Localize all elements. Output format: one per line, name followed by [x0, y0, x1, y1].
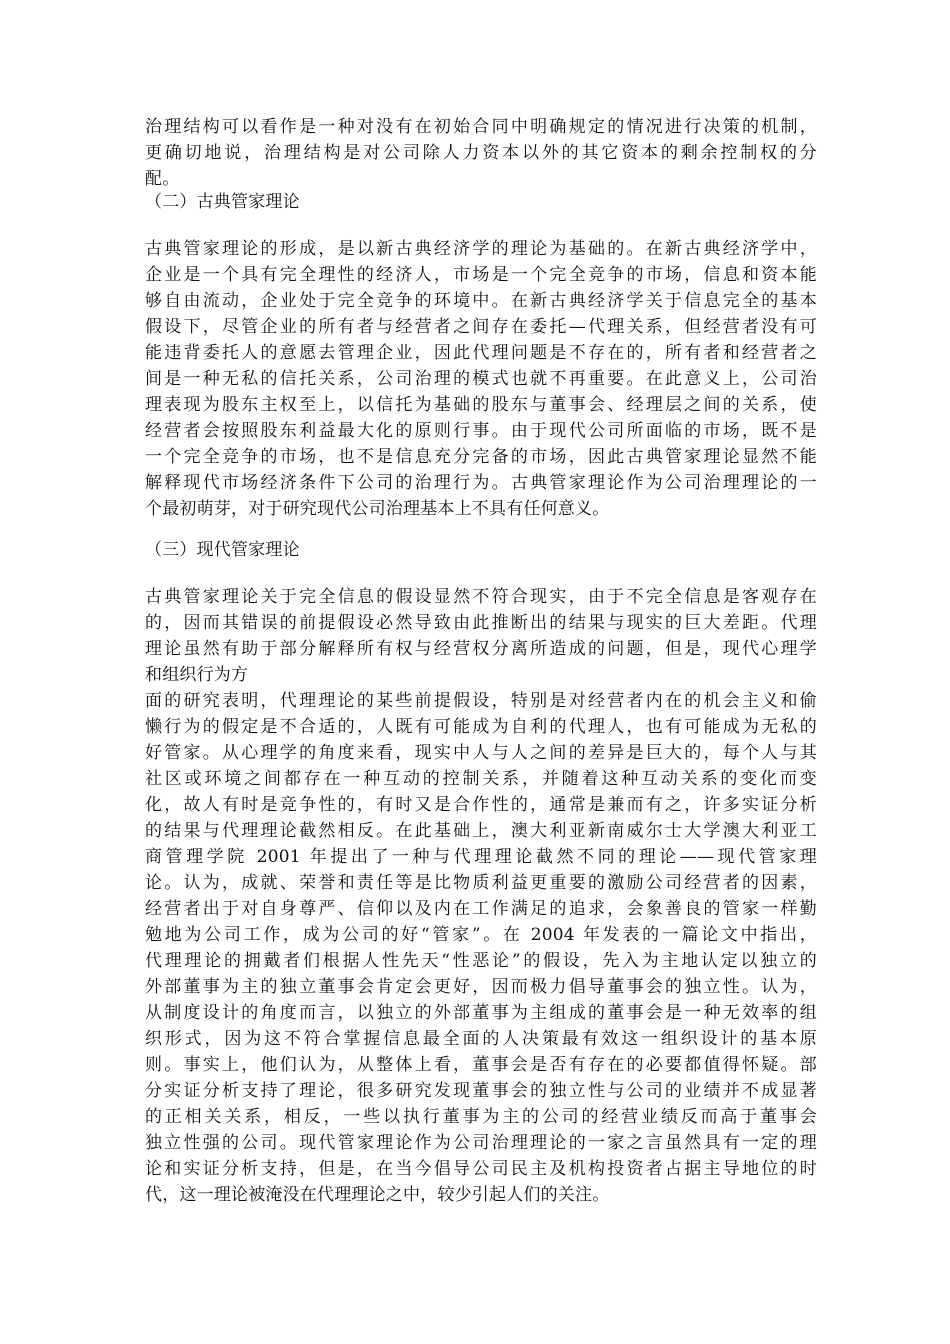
- paragraph-line: 更确切地说，治理结构是对公司除人力资本以外的其它资本的剩余控制权的分: [145, 143, 817, 163]
- section-heading: （二）古典管家理论: [145, 192, 300, 212]
- paragraph-line: 论。认为，成就、荣誉和责任等是比物质利益更重要的激励公司经营者的因素，: [145, 873, 817, 893]
- paragraph-line: 从制度设计的角度而言，以独立的外部董事为主组成的董事会是一种无效率的组: [145, 1003, 817, 1023]
- paragraph-line: 的结果与代理理论截然相反。在此基础上，澳大利亚新南威尔士大学澳大利亚工: [145, 821, 817, 841]
- section-heading-classical: [145, 189, 817, 215]
- paragraph-line: 个最初萌芽，对于研究现代公司治理基本上不具有任何意义。: [145, 499, 610, 519]
- paragraph-line: 一个完全竞争的市场，也不是信息充分完备的市场，因此古典管家理论显然不能: [145, 447, 817, 467]
- paragraph-line: 和组织行为方: [145, 665, 249, 685]
- paragraph-line: 则。事实上，他们认为，从整体上看，董事会是否有存在的必要都值得怀疑。部: [145, 1055, 817, 1075]
- paragraph-line: 经营者出于对自身尊严、信仰以及内在工作满足的追求，会象善良的管家一样勤: [145, 899, 817, 919]
- paragraph-line: 理表现为股东主权至上，以信托为基础的股东与董事会、经理层之间的关系，使: [145, 395, 817, 415]
- paragraph-line: 面的研究表明，代理理论的某些前提假设，特别是对经营者内在的机会主义和偷: [145, 691, 817, 711]
- paragraph-line: 理论虽然有助于部分解释所有权与经营权分离所造成的问题，但是，现代心理学: [145, 639, 817, 659]
- paragraph-line: 社区或环境之间都存在一种互动的控制关系，并随着这种互动关系的变化而变: [145, 769, 817, 789]
- section-heading: （三）现代管家理论: [145, 540, 300, 560]
- paragraph-intro: [145, 114, 817, 192]
- paragraph-line: 治理结构可以看作是一种对没有在初始合同中明确规定的情况进行决策的机制，: [145, 117, 817, 137]
- paragraph-line: 论和实证分析支持，但是，在当今倡导公司民主及机构投资者占据主导地位的时: [145, 1159, 817, 1179]
- paragraph-line: 的，因而其错误的前提假设必然导致由此推断出的结果与现实的巨大差距。代理: [145, 613, 817, 633]
- paragraph-modern-steward-theory-part-a: [145, 584, 817, 688]
- paragraph-line: 织形式，因为这不符合掌握信息最全面的人决策最有效这一组织设计的基本原: [145, 1029, 817, 1049]
- paragraph-line: 间是一种无私的信托关系，公司治理的模式也就不再重要。在此意义上，公司治: [145, 369, 817, 389]
- paragraph-line: 解释现代市场经济条件下公司的治理行为。古典管家理论作为公司治理理论的一: [145, 473, 817, 493]
- paragraph-modern-steward-theory-part-b: [145, 688, 817, 1208]
- paragraph-line: 古典管家理论的形成，是以新古典经济学的理论为基础的。在新古典经济学中，: [145, 239, 817, 259]
- paragraph-line: 够自由流动，企业处于完全竞争的环境中。在新古典经济学关于信息完全的基本: [145, 291, 817, 311]
- paragraph-line: 勉地为公司工作，成为公司的好“管家”。在 2004 年发表的一篇论文中指出，: [145, 925, 817, 945]
- paragraph-line: 好管家。从心理学的角度来看，现实中人与人之间的差异是巨大的，每个人与其: [145, 743, 817, 763]
- paragraph-classical-steward-theory: [145, 236, 817, 522]
- paragraph-line: 懒行为的假定是不合适的，人既有可能成为自利的代理人，也有可能成为无私的: [145, 717, 817, 737]
- paragraph-line: 外部董事为主的独立董事会肯定会更好，因而极力倡导董事会的独立性。认为，: [145, 977, 817, 997]
- paragraph-line: 的正相关关系，相反，一些以执行董事为主的公司的经营业绩反而高于董事会: [145, 1107, 817, 1127]
- paragraph-line: 企业是一个具有完全理性的经济人，市场是一个完全竞争的市场，信息和资本能: [145, 265, 817, 285]
- paragraph-line: 古典管家理论关于完全信息的假设显然不符合现实，由于不完全信息是客观存在: [145, 587, 817, 607]
- paragraph-line: 代，这一理论被淹没在代理理论之中，较少引起人们的关注。: [145, 1185, 610, 1205]
- section-heading-modern: [145, 537, 817, 563]
- paragraph-line: 配。: [145, 169, 180, 189]
- paragraph-line: 分实证分析支持了理论，很多研究发现董事会的独立性与公司的业绩并不成显著: [145, 1081, 817, 1101]
- paragraph-line: 经营者会按照股东利益最大化的原则行事。由于现代公司所面临的市场，既不是: [145, 421, 817, 441]
- paragraph-line: 能违背委托人的意愿去管理企业，因此代理问题是不存在的，所有者和经营者之: [145, 343, 817, 363]
- paragraph-line: 代理理论的拥戴者们根据人性先天“性恶论”的假设，先入为主地认定以独立的: [145, 951, 817, 971]
- paragraph-line: 独立性强的公司。现代管家理论作为公司治理理论的一家之言虽然具有一定的理: [145, 1133, 817, 1153]
- paragraph-line: 假设下，尽管企业的所有者与经营者之间存在委托—代理关系，但经营者没有可: [145, 317, 817, 337]
- paragraph-line: 化，故人有时是竞争性的，有时又是合作性的，通常是兼而有之，许多实证分析: [145, 795, 817, 815]
- paragraph-line: 商管理学院 2001 年提出了一种与代理理论截然不同的理论——现代管家理: [145, 847, 817, 867]
